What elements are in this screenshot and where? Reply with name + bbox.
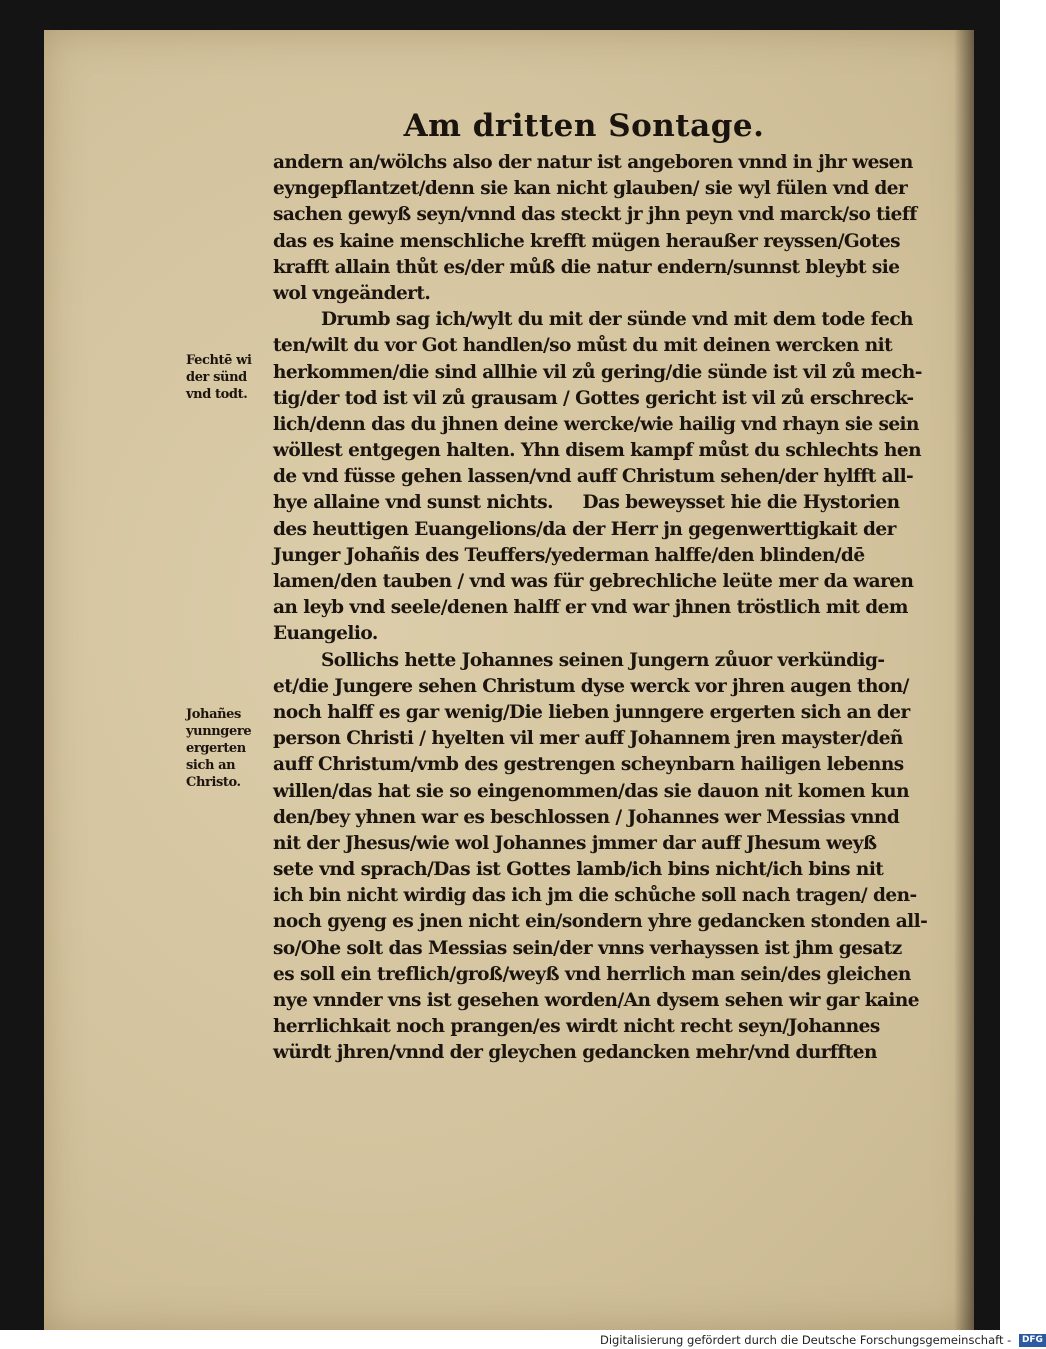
text-line: des heuttigen Euangelions/da der Herr jn gegenwerttigkait der: [273, 518, 896, 540]
text-line: nit der Jhesus/wie wol Johannes jmmer dar auff Jhesum weyß: [273, 832, 877, 854]
margin-note-line: sich an: [186, 758, 236, 773]
book-page: [44, 30, 974, 1330]
text-line: den/bey yhnen war es beschlossen / Johannes wer Messias vnnd: [273, 806, 900, 828]
text-line: das es kaine menschliche krefft mügen heraußer reyssen/Gotes: [273, 230, 901, 252]
text-line: noch gyeng es jnen nicht ein/sondern yhre gedancken stonden all-: [273, 911, 928, 933]
text-line: ten/wilt du vor Got handlen/so můst du mit deinen wercken nit: [273, 335, 893, 357]
text-line: an leyb vnd seele/denen halff er vnd war jhnen tröstlich mit dem: [273, 597, 908, 619]
text-line: et/die Jungere sehen Christum dyse werck vor jhren augen thon/: [273, 675, 909, 697]
text-line: andern an/wölchs also der natur ist angeboren vnnd in jhr wesen: [273, 152, 913, 173]
text-line: sachen gewyß seyn/vnnd das steckt jr jhn peyn vnd marck/so tieff: [273, 204, 917, 226]
margin-note-line: ergerten: [186, 741, 246, 756]
margin-note: [186, 352, 276, 403]
text-line: nye vnnder vns ist gesehen worden/An dysem sehen wir gar kaine: [273, 990, 920, 1011]
text-line: Drumb sag ich/wylt du mit der sünde vnd mit dem tode fech: [321, 309, 913, 331]
text-line: herkommen/die sind allhie vil zů gering/die sünde ist vil zů mech-: [273, 361, 922, 383]
body-text: [273, 150, 973, 1067]
text-line: auff Christum/vmb des gestrengen scheynbarn hailigen lebenns: [273, 754, 904, 776]
margin-note-line: yunngere: [186, 724, 252, 739]
text-line: de vnd füsse gehen lassen/vnd auff Christum sehen/der hylfft all-: [273, 466, 914, 488]
text-line: noch halff es gar wenig/Die lieben junngere ergerten sich an der: [273, 701, 910, 723]
text-line: Sollichs hette Johannes seinen Jungern zůuor verkündig-: [321, 649, 885, 671]
text-line: krafft allain thůt es/der můß die natur endern/sunnst bleybt sie: [273, 256, 900, 278]
text-line: hye allaine vnd sunst nichts. Das beweysset hie die Hystorien: [273, 492, 900, 514]
text-line: so/Ohe solt das Messias sein/der vnns verhayssen ist jhm gesatz: [273, 937, 902, 959]
text-line: wöllest entgegen halten. Yhn disem kampf můst du schlechts hen: [273, 440, 921, 462]
text-line: es soll ein treflich/groß/weyß vnd herrlich man sein/des gleichen: [273, 963, 911, 985]
footer-text: Digitalisierung gefördert durch die Deutsche Forschungsgemeinschaft -: [600, 1333, 1012, 1347]
text-line: herrlichkait noch prangen/es wirdt nicht recht seyn/Johannes: [273, 1016, 880, 1038]
text-line: wol vngeändert.: [273, 282, 431, 304]
page-heading: Am dritten Sontage.: [403, 108, 765, 144]
text-line: tig/der tod ist vil zů grausam / Gottes gericht ist vil zů erschreck-: [273, 387, 914, 409]
text-line: lich/denn das du jhnen deine wercke/wie hailig vnd rhayn sie sein: [273, 413, 919, 435]
margin-note-line: der sünd: [186, 370, 247, 385]
text-line: würdt jhren/vnnd der gleychen gedancken mehr/vnd durfften: [273, 1042, 877, 1064]
text-line: person Christi / hyelten vil mer auff Johannem jren mayster/deñ: [273, 728, 903, 750]
margin-note-line: Johañes: [186, 707, 241, 722]
margin-note-line: Christo.: [186, 775, 241, 790]
margin-note-line: vnd todt.: [186, 387, 248, 402]
text-line: Junger Johañis des Teuffers/yederman halffe/den blinden/dē: [273, 544, 865, 566]
dfg-logo: DFG: [1019, 1334, 1046, 1347]
text-line: eyngepflantzet/denn sie kan nicht glauben/ sie wyl fülen vnd der: [273, 178, 908, 200]
footer-credit: [600, 1331, 1043, 1349]
text-line: Euangelio.: [273, 623, 378, 645]
text-line: lamen/den tauben / vnd was für gebrechliche leüte mer da waren: [273, 571, 914, 592]
margin-note-line: Fechtē wi: [186, 353, 252, 368]
text-line: ich bin nicht wirdig das ich jm die schůche soll nach tragen/ den-: [273, 885, 917, 907]
margin-note: [186, 706, 276, 791]
text-line: sete vnd sprach/Das ist Gottes lamb/ich bins nicht/ich bins nit: [273, 859, 884, 881]
text-line: willen/das hat sie so eingenommen/das sie dauon nit komen kun: [273, 780, 909, 802]
